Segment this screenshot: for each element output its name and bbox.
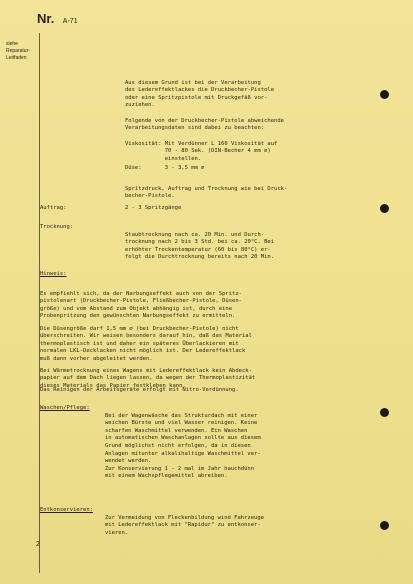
text-line: normalen LKL-Decklacken nicht möglich ist. Der Ledereffektlack bbox=[40, 348, 246, 355]
text-line: Folgende von der Druckbecher-Pistole abweichende bbox=[125, 117, 284, 124]
waschen-text bbox=[105, 405, 261, 481]
nozzle-line: Düse: 3 - 3,5 mm ∅ bbox=[125, 165, 205, 171]
entkonservieren-text bbox=[105, 507, 264, 537]
margin-note-line: Reparatur- bbox=[6, 48, 30, 54]
text-line: folgt die Durchtrocknung bereits nach 20 Min. bbox=[125, 254, 275, 261]
text-line: einstellen. bbox=[125, 155, 202, 162]
hinweis-paragraph-2 bbox=[40, 318, 252, 364]
text-line: Viskosität: Mit Verdünner L 160 Viskosität auf bbox=[125, 140, 278, 147]
text-line: Zur Vermeidung von Fleckenbildung wind Fahrzeuge bbox=[105, 514, 264, 521]
text-line: Bei Wärmetrocknung eines Wagens mit Ledereffektlack kein Abdeck- bbox=[40, 367, 252, 374]
margin-note-line: siehe bbox=[6, 41, 18, 47]
text-line: Zur Konservierung 1 - 2 mal im Jahr hauchdünn bbox=[105, 465, 255, 472]
text-line: pistolenart (Druckbecher-Pistole, Fließbecher-Pistole, Düsen- bbox=[40, 298, 242, 305]
text-line: 70 - 80 Sek. (DIN-Becher 4 mm ∅) bbox=[125, 148, 271, 155]
text-line: Verarbeitungsdaten sind dabei zu beachten: bbox=[125, 125, 265, 132]
text-line: erhöhter Trockentemperatur (60 bis 80°C) er- bbox=[125, 246, 271, 253]
text-line: Probenpritzung den gewünschten Narbungseffekt zu ermitteln. bbox=[40, 313, 236, 320]
number-label: Nr. bbox=[37, 11, 55, 26]
text-line: Staubtrocknung nach ca. 20 Min. und Durch- bbox=[125, 231, 265, 238]
punch-hole bbox=[380, 90, 389, 99]
text-line: wendet werden. bbox=[105, 458, 152, 465]
text-line: vieren. bbox=[105, 529, 129, 536]
text-line: Spritzdruck, Auftrag und Trocknung wie bei Druck- bbox=[125, 185, 288, 192]
page-header bbox=[37, 10, 78, 28]
text-line: trocknung nach 2 bis 3 Std. bei ca. 20°C. Bei bbox=[125, 239, 275, 246]
auftrag-text: 2 - 3 Spritzgänge bbox=[125, 205, 182, 211]
margin-note bbox=[6, 41, 30, 62]
hinweis-paragraph-4: Das Reinigen der Arbeitsgeräte erfolgt mit Nitro-Verdünnung. bbox=[40, 387, 239, 393]
text-line: zuziehen. bbox=[125, 102, 155, 109]
entkonservieren-label: Entkonservieren: bbox=[40, 507, 93, 513]
text-line: überschreiten. Wir weisen besonders darauf hin, daß das Material bbox=[40, 333, 252, 340]
punch-hole bbox=[380, 408, 389, 417]
text-line: Aus diesem Grund ist bei der Verarbeitung bbox=[125, 79, 261, 86]
text-line: scharfen Waschmittel verwenden. Ein Waschen bbox=[105, 427, 248, 434]
text-line: Anlagen mitunter alkalihaltige Waschmittel ver- bbox=[105, 450, 261, 457]
page-number: 2 bbox=[36, 541, 40, 548]
spray-paragraph bbox=[125, 178, 287, 201]
waschen-label: Waschen/Pflege: bbox=[40, 405, 90, 411]
margin-note-line: Leitfaden bbox=[6, 55, 27, 61]
text-line: Bei der Wagenwäsche das Strukturdach mit einer bbox=[105, 412, 258, 419]
processing-paragraph bbox=[125, 110, 284, 133]
text-line: becher-Pistole. bbox=[125, 193, 175, 200]
document-code: A-71 bbox=[62, 18, 78, 25]
punch-hole bbox=[380, 204, 389, 213]
punch-hole bbox=[380, 521, 389, 530]
text-line: des Ledereffektlackes die Druckbecher-Pistole bbox=[125, 87, 275, 94]
text-line: thermoplastisch ist und daher ein späteres Überlackieren mit bbox=[40, 340, 239, 347]
auftrag-label: Auftrag: bbox=[40, 205, 67, 211]
text-line: mit einem Wachspflegemittel abreiben. bbox=[105, 473, 228, 480]
hinweis-paragraph-1 bbox=[40, 283, 242, 321]
hinweis-paragraph-3 bbox=[40, 360, 255, 390]
text-line: Grund möglichst nicht erfolgen, da in diesen bbox=[105, 442, 251, 449]
viscosity-block bbox=[125, 133, 277, 163]
text-line: in automatischen Waschanlagen sollte aus diesem bbox=[105, 435, 261, 442]
text-line: papier auf dem Dach liegen lassen, da wegen der Thermoplastizität bbox=[40, 375, 256, 382]
text-line: oder eine Spritzpistole mit Druckgefäß vor- bbox=[125, 94, 268, 101]
text-line: mit Ledereffektlack mit "Rapidur" zu entkonser- bbox=[105, 522, 261, 529]
text-line: muß dann vorher abgeleitet werden. bbox=[40, 355, 153, 362]
hinweis-title: Hinweis: bbox=[40, 271, 67, 277]
trocknung-text bbox=[125, 224, 274, 262]
text-line: weichen Bürste und viel Wasser reinigen. Keine bbox=[105, 420, 258, 427]
text-line: Die Düsengröße darf 1,5 mm ∅ (bei Druckbecher-Pistole) nicht bbox=[40, 325, 239, 332]
text-line: Es empfiehlt sich, da der Narbungseffekt auch von der Spritz- bbox=[40, 290, 242, 297]
intro-paragraph bbox=[125, 72, 274, 110]
text-line: größe) und vom Abstand zum Objekt abhängig ist, durch eine bbox=[40, 305, 233, 312]
text-line: dieses Materials das Papier festkleben kann. bbox=[40, 382, 186, 389]
trocknung-label: Trocknung: bbox=[40, 224, 74, 230]
